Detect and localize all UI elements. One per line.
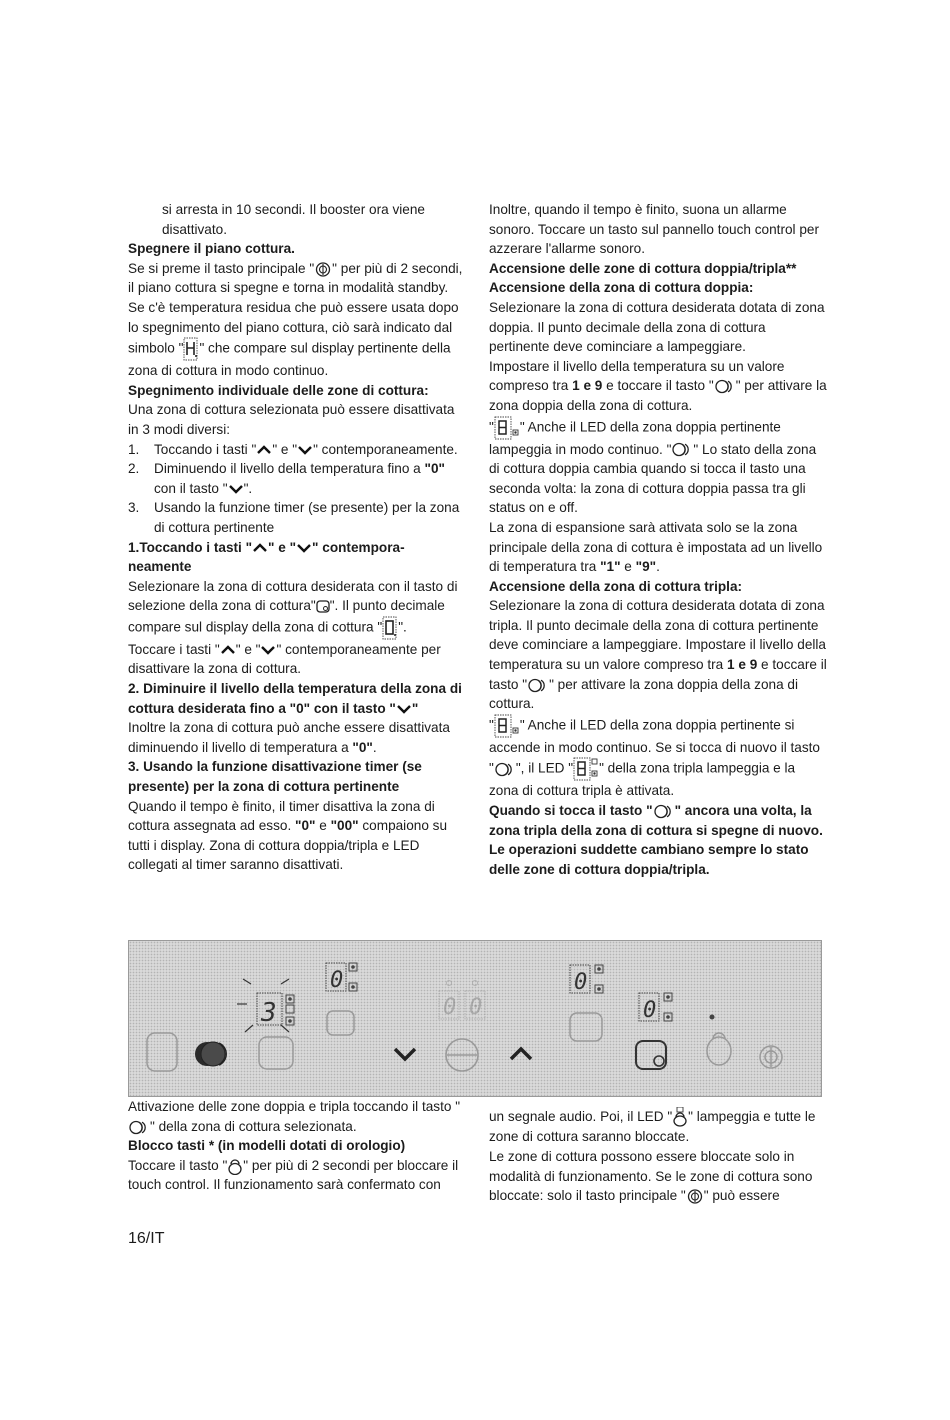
control-panel-drawing — [129, 941, 821, 1096]
dual-zone-key-icon — [653, 804, 675, 819]
paragraph-toccare: Toccare i tasti " " e " " contemporaneamente per disattivare la zona di cottura. — [128, 641, 441, 677]
paragraph-tripla-2: " " Anche il LED della zona doppia pertinente si accende in modo continuo. Se si tocca di nuovo il tasto " ", il LED " " della zona tripla lampeggia e la zona di cottura tripla è attivata. — [489, 714, 827, 801]
timer-key-icon — [446, 1039, 478, 1071]
up-chevron-icon — [511, 1049, 531, 1059]
list-item: 2. Diminuendo il livello della temperatura fino a "0" con il tasto " ". — [128, 461, 445, 496]
timer-displays — [439, 981, 485, 1021]
paragraph-spegnere: Se si preme il tasto principale " " per più di 2 secondi, il piano cottura si spegne e torna in modalità standby. — [128, 260, 463, 296]
display-digit: 0 — [643, 998, 657, 1023]
power-key-icon — [686, 1189, 704, 1204]
down-chevron-icon — [395, 1049, 415, 1059]
paragraph-booster: si arresta in 10 secondi. Il booster ora viene disattivato. — [162, 202, 425, 237]
display-symbol-icon — [382, 616, 398, 640]
list-item: 3. Usando la funzione timer (se presente) per la zona di cottura pertinente — [128, 500, 460, 535]
paragraph-bloccate: Le zone di cottura possono essere bloccate solo in modalità di funzionamento. Se le zone di cottura sono bloccate: solo il tasto principale " " può essere — [489, 1149, 813, 1204]
bottom-left-column — [128, 1097, 466, 1195]
display-digit: 3 — [261, 998, 277, 1028]
dual-zone-key-icon — [128, 1120, 150, 1135]
up-chevron-icon — [252, 543, 268, 553]
key-lock-led-icon — [672, 1107, 688, 1127]
dual-zone-key-icon — [714, 379, 736, 394]
zone-display-4 — [639, 993, 715, 1023]
bottom-right-column — [489, 1107, 827, 1206]
heading-blocco: Blocco tasti * (in modelli dotati di orologio) — [128, 1138, 406, 1154]
display-digit: 0 — [443, 995, 457, 1020]
up-chevron-icon — [220, 645, 236, 655]
paragraph-blocco: Toccare il tasto " " per più di 2 secondi per bloccare il touch control. Il funzionamento sarà confermato con — [128, 1157, 459, 1193]
triple-zone-led-display-icon — [573, 757, 599, 781]
zone-display-1 — [326, 963, 357, 993]
zone-select-key-icon — [636, 1041, 666, 1069]
dual-zone-key-icon — [494, 762, 516, 777]
paragraph-doppia-3: " " Anche il LED della zona doppia pertinente lampeggia in modo continuo. " " Lo stato della zona di cottura doppia cambia quando si tocca il tasto una seconda volta: la zona di cottura doppia passa tra gli status on e off. — [489, 416, 827, 518]
list-item: 1. Toccando i tasti " " e " " contemporaneamente. — [128, 441, 458, 457]
zone-display-3 — [570, 965, 603, 995]
residual-heat-display-icon — [183, 337, 199, 361]
heading-doppia: Accensione della zona di cottura doppia: — [489, 280, 754, 296]
up-chevron-icon — [256, 445, 272, 455]
paragraph-toccando: Selezionare la zona di cottura desiderata con il tasto di selezione della zona di cottura" ". Il punto decimale compare sul display della zona di cottura " ". — [128, 577, 466, 640]
dual-zone-led-display-icon — [494, 416, 520, 440]
display-digit: 0 — [574, 970, 588, 995]
dual-zone-key-icon — [195, 1042, 226, 1066]
paragraph-residua: Se c'è temperatura residua che può essere usata dopo lo spegnimento del piano cottura, ciò sarà indicato dal simbolo " " che compare sul display pertinente della zona di cottura in modo continuo. — [128, 299, 459, 379]
dual-zone-led-display-icon — [494, 714, 520, 738]
heading-quando: Quando si tocca il tasto " " ancora una volta, la zona tripla della zona di cottura si spegne di nuovo. Le operazioni suddette cambiano sempre lo stato delle zone di cottura doppia/tripla. — [489, 803, 823, 877]
heading-timer: 3. Usando la funzione disattivazione timer (se presente) per la zona di cottura pertinente — [128, 759, 422, 795]
paragraph-timer: Quando il tempo è finito, il timer disattiva la zona di cottura assegnata ad esso. "0" e "00" compaiono su tutti i display. Zona di cottura doppia/tripla e LED collegati al timer saranno disattivati. — [128, 798, 448, 873]
paragraph-individuale: Una zona di cottura selezionata può essere disattivata in 3 modi diversi: — [128, 402, 455, 437]
dual-zone-key-icon — [671, 442, 693, 457]
dual-zone-key-icon — [527, 678, 549, 693]
paragraph-segnale: un segnale audio. Poi, il LED " " lampeggia e tutte le zone di cottura saranno bloccate. — [489, 1109, 816, 1145]
paragraph-diminuire: Inoltre la zona di cottura può anche essere disattivata diminuendo il livello di temperatura a "0". — [128, 720, 450, 755]
heading-spegnere: Spegnere il piano cottura. — [128, 241, 295, 257]
display-digit: 0 — [330, 968, 344, 993]
down-chevron-icon — [296, 543, 312, 553]
control-panel-illustration — [128, 940, 822, 1097]
down-chevron-icon — [260, 645, 276, 655]
heading-individuale: Spegnimento individuale delle zone di cottura: — [128, 382, 429, 398]
zone-select-key-icon — [316, 600, 330, 613]
left-column — [128, 200, 466, 875]
heading-toccando: 1.Toccando i tasti " " e " " contempora- neamente — [128, 539, 405, 575]
heading-doppia-tripla: Accensione delle zone di cottura doppia/tripla** — [489, 260, 797, 276]
paragraph-allarme: Inoltre, quando il tempo è finito, suona un allarme sonoro. Toccare un tasto sul pannello touch control per azzerare l'allarme sonoro. — [489, 202, 819, 257]
heading-diminuire: 2. Diminuire il livello della temperatura della zona di cottura desiderata fino a "0" con il tasto " " — [128, 681, 462, 716]
paragraph-doppia-2: Impostare il livello della temperatura su un valore compreso tra 1 e 9 e toccare il tasto " " per attivare la zona doppia della zona di cottura. — [489, 358, 827, 413]
right-column — [489, 200, 827, 879]
key-lock-icon — [227, 1157, 243, 1175]
paragraph-espansione: La zona di espansione sarà attivata solo se la zona principale della zona di cottura è impostata ad un livello di temperatura tra "1" e "9". — [489, 519, 823, 575]
page-number: 16/IT — [128, 1230, 165, 1247]
zone-display-blinking — [237, 979, 294, 1032]
power-key-icon — [314, 262, 332, 277]
down-chevron-icon — [297, 445, 313, 455]
paragraph-attivazione: Attivazione delle zone doppia e tripla toccando il tasto "" della zona di cottura selezionata. — [128, 1099, 461, 1134]
paragraph-doppia-1: Selezionare la zona di cottura desiderata dotata di zona doppia. Il punto decimale della zona di cottura pertinente deve cominciare a lampeggiare. — [489, 299, 825, 355]
down-chevron-icon — [396, 704, 412, 714]
heading-tripla: Accensione della zona di cottura tripla: — [489, 578, 743, 594]
power-key-icon — [760, 1046, 782, 1068]
down-chevron-icon — [228, 484, 244, 494]
display-digit: 0 — [469, 995, 483, 1020]
paragraph-tripla-1: Selezionare la zona di cottura desiderata dotata di zona tripla. Il punto decimale della zona di cottura pertinente deve cominciare a lampeggiare. Impostare il livello della temperatura su un valore compreso tra 1 e 9 e toccare il tasto " " per attivare la zona doppia della zona di cottura. — [489, 598, 827, 712]
